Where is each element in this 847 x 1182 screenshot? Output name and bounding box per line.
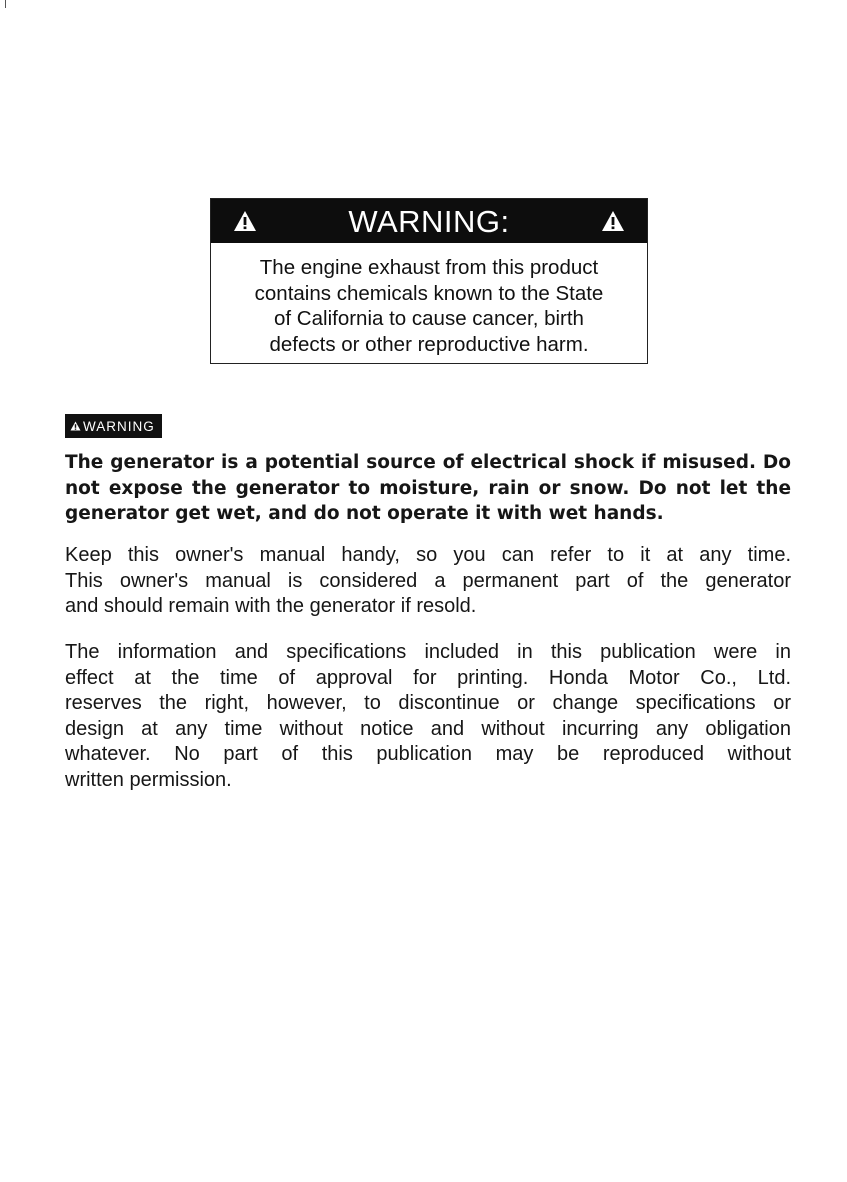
prop65-warning-header [211,199,647,243]
paragraph-line: reserves the right, however, to discontinue or change specifications or [65,692,791,714]
warning-label [65,414,162,438]
prop65-line: of California to cause cancer, birth [274,307,584,330]
manual-paragraph [65,543,791,620]
prop65-line: contains chemicals known to the State [254,281,604,305]
paragraph-line: Keep this owner's manual handy, so you can refer to it at any time. [65,544,791,566]
prop65-warning-text [211,243,647,357]
warning-triangle-icon [601,210,625,232]
prop65-line: defects or other reproductive harm. [269,332,589,356]
prop65-warning-box [210,198,648,364]
paragraph-line: and should remain with the generator if resold. [65,595,477,617]
prop65-line: The engine exhaust from this product [259,256,599,279]
paragraph-line: design at any time without notice and without incurring any obligation [65,717,791,740]
prop65-warning-title: WARNING: [348,203,510,239]
paragraph-line: generator get wet, and do not operate it with wet hands. [65,503,664,524]
paragraph-line: This owner's manual is considered a permanent part of the generator [65,569,791,592]
scan-artifact-mark [5,0,6,8]
paragraph-line: The information and specifications included in this publication were in [65,641,791,663]
warning-label-text: WARNING [83,418,155,434]
paragraph-line: The generator is a potential source of electrical shock if misused. Do [65,452,791,473]
warning-triangle-icon [70,421,81,431]
information-paragraph [65,640,791,793]
warning-triangle-icon [233,210,257,232]
paragraph-line: effect at the time of approval for printing. Honda Motor Co., Ltd. [65,666,791,689]
paragraph-line: not expose the generator to moisture, rain or snow. Do not let the [65,477,791,499]
shock-warning-paragraph [65,450,791,527]
paragraph-line: written permission. [65,768,232,791]
paragraph-line: whatever. No part of this publication may be reproduced without [65,743,791,765]
